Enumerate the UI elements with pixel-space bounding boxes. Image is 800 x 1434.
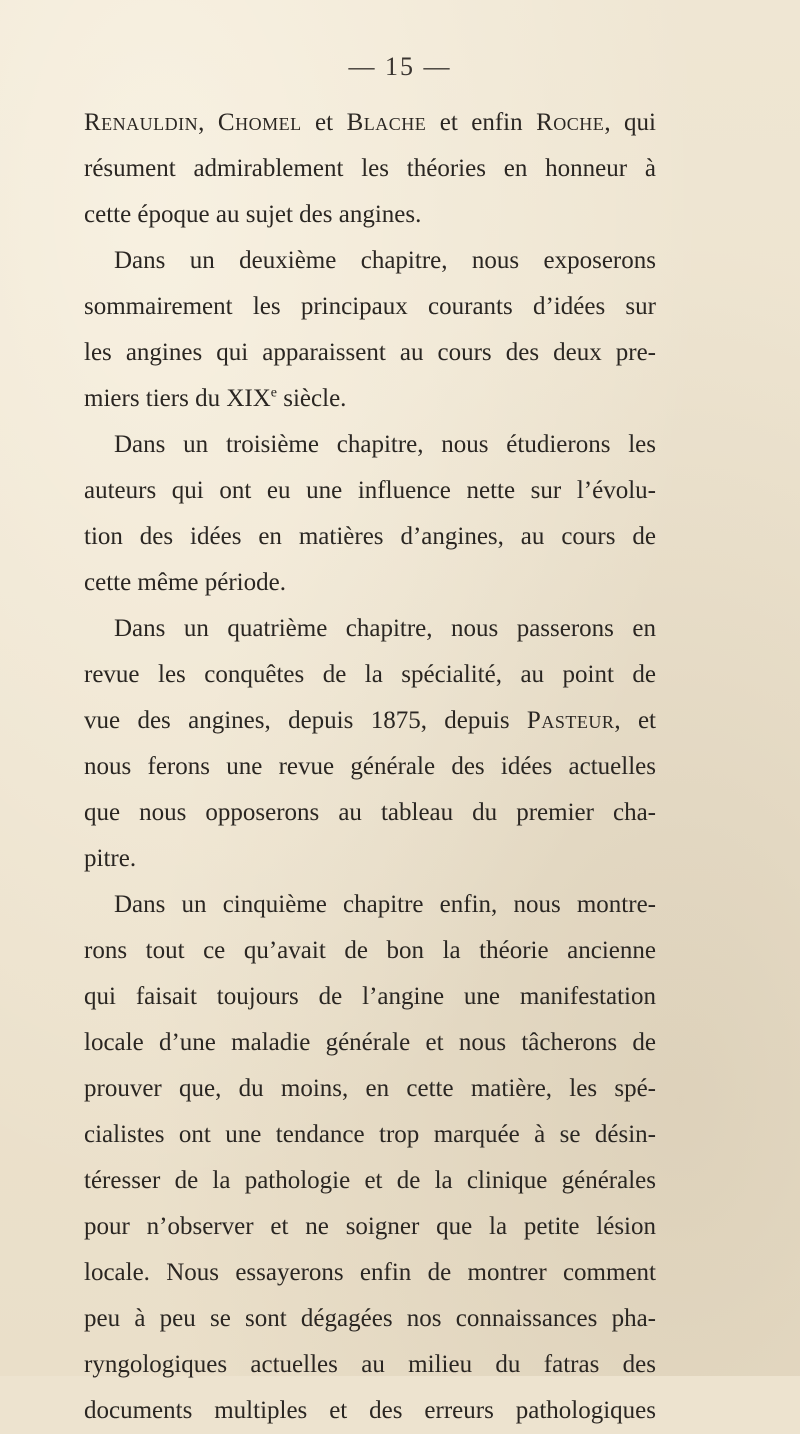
- text-line: [84, 606, 656, 652]
- text-line: [84, 790, 656, 836]
- text-run: qui faisait toujours de l’angine une manifestation: [84, 983, 656, 1010]
- text-line: [84, 652, 656, 698]
- text-run: locale d’une maladie générale et nous tâcherons de: [84, 1029, 656, 1056]
- text-run: sommairement les principaux courants d’idées sur: [84, 293, 656, 320]
- text-run: nous ferons une revue générale des idées actuelles: [84, 753, 656, 780]
- text-line: [84, 422, 656, 468]
- text-run: les angines qui apparaissent au cours des deux pre-: [84, 339, 656, 366]
- text-run: auteurs qui ont eu une influence nette sur l’évolu-: [84, 477, 656, 504]
- text-line: [84, 882, 656, 928]
- text-run: téresser de la pathologie et de la clinique générales: [84, 1167, 656, 1194]
- text-run: que nous opposerons au tableau du premier cha-: [84, 799, 656, 826]
- text-line: [84, 1250, 656, 1296]
- text-run: Dans un cinquième chapitre enfin, nous montre-: [114, 891, 656, 918]
- page-number: — 15 —: [348, 52, 452, 81]
- text-line: [84, 836, 656, 882]
- text-run: , et: [614, 707, 656, 734]
- text-line: [84, 928, 656, 974]
- text-line: [84, 560, 656, 606]
- text-run: Dans un deuxième chapitre, nous exposerons: [114, 247, 656, 274]
- text-line: [84, 974, 656, 1020]
- text-line: [84, 1342, 656, 1388]
- text-line: [84, 1204, 656, 1250]
- text-run: , qui: [604, 109, 656, 136]
- text-run: vue des angines, depuis 1875, depuis: [84, 707, 527, 734]
- text-run: rons tout ce qu’avait de bon la théorie ancienne: [84, 937, 656, 964]
- author-name: Blache: [346, 109, 427, 136]
- text-run: et: [301, 109, 347, 136]
- text-line: [84, 1066, 656, 1112]
- text-run: cette époque au sujet des angines.: [84, 201, 422, 228]
- text-run: résument admirablement les théories en honneur à: [84, 155, 656, 182]
- text-run: revue les conquêtes de la spécialité, au point de: [84, 661, 656, 688]
- text-line: [84, 514, 656, 560]
- text-line: [84, 1020, 656, 1066]
- text-line: [84, 192, 656, 238]
- text-run: et enfin: [426, 109, 537, 136]
- text-run: Dans un quatrième chapitre, nous passerons en: [114, 615, 656, 642]
- author-name: Pasteur: [526, 707, 615, 734]
- text-run: documents multiples et des erreurs pathologiques: [84, 1397, 656, 1424]
- text-line: [84, 698, 656, 744]
- text-run: miers tiers du XIX: [84, 385, 271, 412]
- text-run: Dans un troisième chapitre, nous étudierons les: [114, 431, 656, 458]
- text-run: pour n’observer et ne soigner que la petite lésion: [84, 1213, 656, 1240]
- text-run: cialistes ont une tendance trop marquée à se désin-: [84, 1121, 656, 1148]
- text-line: [84, 744, 656, 790]
- text-line: [84, 1158, 656, 1204]
- text-line: [84, 1112, 656, 1158]
- text-line: [84, 238, 656, 284]
- text-line: [84, 330, 656, 376]
- text-line: [84, 284, 656, 330]
- text-run: tion des idées en matières d’angines, au cours de: [84, 523, 656, 550]
- text-run: ryngologiques actuelles au milieu du fatras des: [84, 1351, 656, 1378]
- author-name: Roche: [536, 109, 605, 136]
- text-line: [84, 1296, 656, 1342]
- body-text: [84, 100, 656, 1434]
- author-name: Chomel: [217, 109, 302, 136]
- text-run: peu à peu se sont dégagées nos connaissances pha-: [84, 1305, 656, 1332]
- author-name: Renauldin: [84, 109, 199, 136]
- text-run: locale. Nous essayerons enfin de montrer comment: [84, 1259, 656, 1286]
- text-line: [84, 100, 656, 146]
- text-run: siècle.: [277, 385, 347, 412]
- text-run: cette même période.: [84, 569, 286, 596]
- text-line: [84, 468, 656, 514]
- text-run: ,: [198, 109, 218, 136]
- text-run: prouver que, du moins, en cette matière, les spé-: [84, 1075, 656, 1102]
- superscript: e: [270, 385, 277, 401]
- text-line: [84, 376, 656, 422]
- text-run: pitre.: [84, 845, 137, 872]
- text-line: [84, 1388, 656, 1434]
- text-line: [84, 146, 656, 192]
